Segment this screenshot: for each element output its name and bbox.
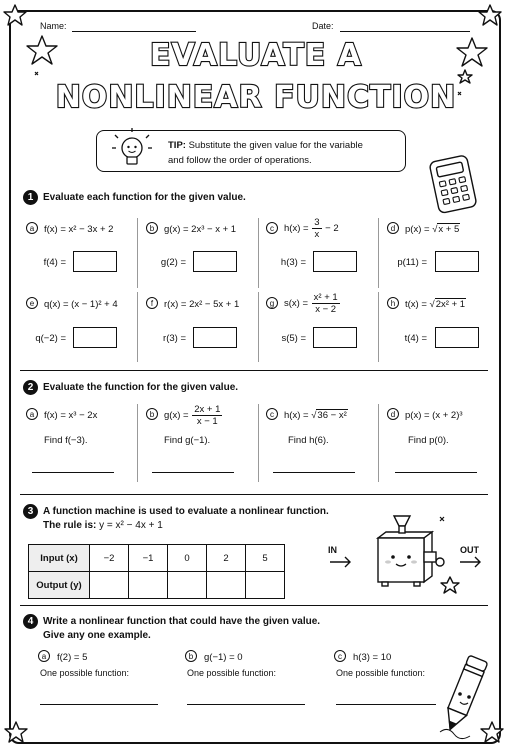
find-prompt: Find g(−1).: [164, 435, 211, 446]
function-name: t(x) =: [405, 299, 427, 310]
find-prompt: Find f(−3).: [44, 435, 88, 446]
input-cell: 0: [168, 545, 207, 572]
condition: f(2) = 5: [57, 652, 88, 663]
output-cell[interactable]: [207, 572, 246, 599]
evaluate-label: t(4) =: [404, 333, 427, 344]
section-divider: [20, 605, 488, 606]
calculator-icon: [424, 152, 484, 216]
answer-box[interactable]: [313, 327, 357, 348]
out-label: OUT: [460, 545, 479, 555]
output-cell[interactable]: [246, 572, 285, 599]
function-expression: [284, 292, 341, 315]
divider: [137, 292, 138, 362]
tip-text-2: and follow the order of operations.: [168, 155, 312, 166]
item-letter: e: [26, 297, 38, 309]
section-4-title: Write a nonlinear function that could have the given value.: [43, 616, 321, 627]
output-cell[interactable]: [168, 572, 207, 599]
function-name: s(x) =: [284, 298, 309, 310]
function-expression: t(x) = √2x² + 1: [405, 299, 466, 310]
divider: [378, 218, 379, 288]
answer-line[interactable]: [336, 704, 436, 705]
input-cell: −1: [129, 545, 168, 572]
answer-line[interactable]: [187, 704, 305, 705]
function-tail: − 2: [325, 223, 339, 235]
answer-line[interactable]: [395, 472, 477, 473]
condition: g(−1) = 0: [204, 652, 243, 663]
divider: [258, 218, 259, 288]
pencil-icon: [438, 650, 490, 740]
star-icon: [5, 722, 27, 742]
item-letter: d: [387, 222, 399, 234]
item-letter: a: [26, 222, 38, 234]
function-expression: f(x) = x³ − 2x: [44, 410, 98, 421]
evaluate-label: p(11) =: [397, 257, 427, 268]
function-expression: r(x) = 2x² − 5x + 1: [164, 299, 240, 310]
star-icon: [479, 5, 501, 25]
function-expression: g(x) = 2x³ − x + 1: [164, 224, 237, 235]
function-table: [28, 544, 285, 599]
item-letter: h: [387, 297, 399, 309]
name-field[interactable]: [72, 31, 196, 32]
answer-line[interactable]: [32, 472, 114, 473]
item-letter: f: [146, 297, 158, 309]
function-name: p(x) =: [405, 224, 430, 235]
section-2-title: Evaluate the function for the given value.: [43, 382, 239, 393]
condition: h(3) = 10: [353, 652, 392, 663]
function-expression: q(x) = (x − 1)² + 4: [44, 299, 118, 310]
function-expression: h(x) = √36 − x²: [284, 410, 347, 421]
input-cell: 5: [246, 545, 285, 572]
function-expression: [164, 404, 223, 427]
denominator: x: [314, 229, 320, 240]
divider: [137, 218, 138, 288]
answer-line[interactable]: [40, 704, 158, 705]
function-expression: f(x) = x² − 3x + 2: [44, 224, 114, 235]
item-letter: c: [266, 222, 278, 234]
radicand: x + 5: [438, 224, 460, 235]
answer-line[interactable]: [152, 472, 234, 473]
tip-text-1: Substitute the given value for the variable: [188, 140, 363, 151]
item-letter: b: [146, 222, 158, 234]
divider: [258, 404, 259, 482]
evaluate-label: h(3) =: [280, 257, 306, 268]
answer-box[interactable]: [435, 327, 479, 348]
answer-box[interactable]: [193, 327, 237, 348]
answer-box[interactable]: [193, 251, 237, 272]
star-icon: [4, 5, 26, 25]
answer-box[interactable]: [435, 251, 479, 272]
item-letter: a: [38, 650, 50, 662]
find-prompt: Find p(0).: [408, 435, 449, 446]
name-label: Name:: [40, 21, 67, 31]
answer-box[interactable]: [73, 327, 117, 348]
denominator: x − 1: [196, 416, 218, 427]
tip-label: TIP:: [168, 140, 186, 151]
date-field[interactable]: [340, 31, 470, 32]
item-letter: c: [266, 408, 278, 420]
numerator: 3: [314, 217, 320, 228]
section-4-number: 4: [23, 614, 38, 629]
input-cell: −2: [90, 545, 129, 572]
output-cell[interactable]: [129, 572, 168, 599]
radicand: 2x² + 1: [435, 299, 466, 310]
function-machine-icon: [322, 508, 492, 588]
item-letter: b: [146, 408, 158, 420]
section-4-subtitle: Give any one example.: [43, 630, 151, 641]
function-name: h(x) =: [284, 223, 309, 235]
section-3-number: 3: [23, 504, 38, 519]
item-letter: d: [387, 408, 399, 420]
radicand: 36 − x²: [317, 410, 347, 421]
numerator: x² + 1: [313, 292, 338, 303]
find-prompt: Find h(6).: [288, 435, 329, 446]
table-row: [29, 572, 285, 599]
section-3-title: A function machine is used to evaluate a nonlinear function.: [43, 506, 329, 517]
evaluate-label: q(−2) =: [35, 333, 66, 344]
output-header: Output (y): [29, 572, 90, 599]
title-line-1: EVALUATE A: [150, 38, 362, 73]
divider: [378, 404, 379, 482]
lightbulb-icon: [112, 128, 152, 172]
prompt-label: One possible function:: [40, 668, 130, 678]
input-header: Input (x): [29, 545, 90, 572]
divider: [258, 292, 259, 362]
denominator: x − 2: [315, 304, 337, 315]
input-cell: 2: [207, 545, 246, 572]
in-label: IN: [328, 545, 337, 555]
item-letter: a: [26, 408, 38, 420]
rule-expression: y = x² − 4x + 1: [99, 520, 163, 531]
evaluate-label: f(4) =: [43, 257, 66, 268]
function-name: h(x) =: [284, 410, 309, 421]
evaluate-label: r(3) =: [163, 333, 186, 344]
answer-box[interactable]: [73, 251, 117, 272]
numerator: 2x + 1: [194, 404, 221, 415]
prompt-label: One possible function:: [187, 668, 277, 678]
function-expression: p(x) = (x + 2)³: [405, 410, 463, 421]
divider: [137, 404, 138, 482]
date-label: Date:: [312, 21, 334, 31]
evaluate-label: g(2) =: [160, 257, 186, 268]
rule-line: [43, 519, 163, 532]
rule-label: The rule is:: [43, 520, 97, 531]
output-cell[interactable]: [90, 572, 129, 599]
function-name: g(x) =: [164, 410, 189, 422]
function-expression: [284, 217, 339, 240]
evaluate-label: s(5) =: [281, 333, 306, 344]
prompt-label: One possible function:: [336, 668, 426, 678]
title-line-2: NONLINEAR FUNCTION: [55, 80, 457, 115]
tip-text: [168, 138, 398, 168]
section-divider: [20, 370, 488, 371]
answer-line[interactable]: [273, 472, 355, 473]
divider: [378, 292, 379, 362]
section-1-number: 1: [23, 190, 38, 205]
section-1-title: Evaluate each function for the given value.: [43, 192, 246, 203]
item-letter: c: [334, 650, 346, 662]
item-letter: g: [266, 297, 278, 309]
function-expression: p(x) = √x + 5: [405, 224, 460, 235]
item-letter: b: [185, 650, 197, 662]
section-divider: [20, 494, 488, 495]
table-row: [29, 545, 285, 572]
section-2-number: 2: [23, 380, 38, 395]
answer-box[interactable]: [313, 251, 357, 272]
